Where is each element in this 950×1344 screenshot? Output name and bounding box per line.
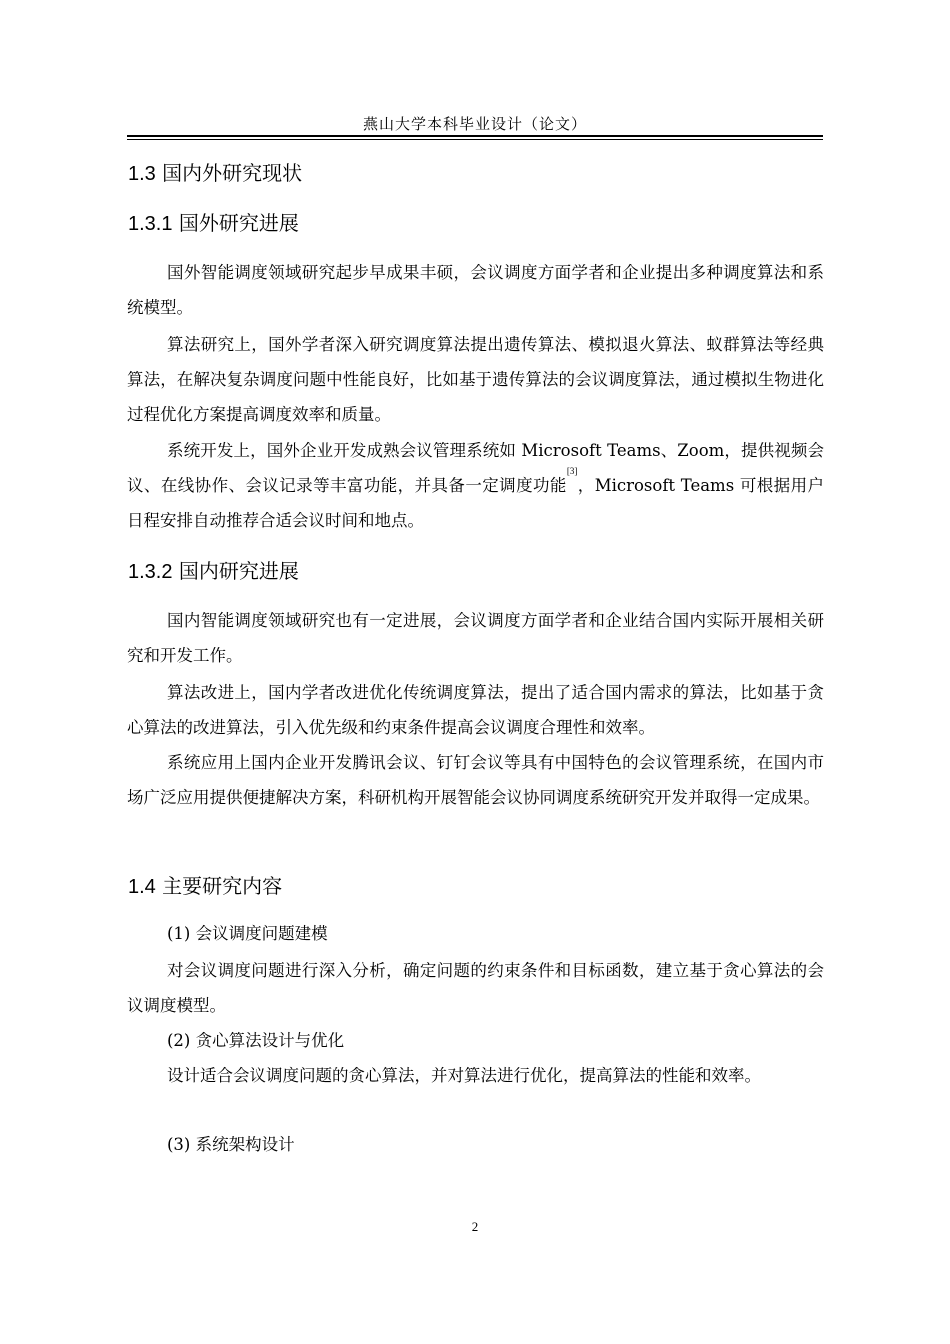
paragraph-text: 系统开发上，国外企业开发成熟会议管理系统如 Microsoft Teams、Zoom，提供视频会议、在线协作、会议记录等丰富功能，并具备一定调度功能 bbox=[127, 441, 824, 495]
paragraph: 国外智能调度领域研究起步早成果丰硕，会议调度方面学者和企业提出多种调度算法和系统模型。 bbox=[127, 263, 824, 317]
paragraph-text: ，Microsoft Teams 可根据用户日程安排自动推荐合适会议时间和地点。 bbox=[127, 476, 825, 530]
section-title: 主要研究内容 bbox=[162, 874, 283, 898]
section-number: 1.4 bbox=[128, 876, 156, 898]
paragraph: 算法改进上，国内学者改进优化传统调度算法，提出了适合国内需求的算法，比如基于贪心算法的改进算法，引入优先级和约束条件提高会议调度合理性和效率。 bbox=[127, 683, 824, 737]
paragraph: 国内智能调度领域研究也有一定进展，会议调度方面学者和企业结合国内实际开展相关研究和开发工作。 bbox=[127, 611, 824, 665]
citation-marker[interactable]: [3] bbox=[566, 466, 578, 476]
page-number: 2 bbox=[471, 1219, 479, 1234]
list-item-label: (1) 会议调度问题建模 bbox=[167, 924, 328, 943]
section-heading-1-3 bbox=[128, 160, 302, 187]
section-title: 国外研究进展 bbox=[178, 211, 299, 235]
subsection-heading-1-3-2 bbox=[128, 558, 299, 585]
list-item-label: (3) 系统架构设计 bbox=[167, 1135, 295, 1154]
subsection-heading-1-3-1 bbox=[128, 210, 299, 237]
section-title: 国内研究进展 bbox=[178, 559, 299, 583]
section-heading-1-4 bbox=[128, 873, 282, 900]
list-item-text: 对会议调度问题进行深入分析，确定问题的约束条件和目标函数，建立基于贪心算法的会议调度模型。 bbox=[127, 961, 824, 1015]
running-header: 燕山大学本科毕业设计（论文） bbox=[362, 115, 587, 133]
list-item-label: (2) 贪心算法设计与优化 bbox=[167, 1031, 345, 1050]
list-item-text: 设计适合会议调度问题的贪心算法，并对算法进行优化，提高算法的性能和效率。 bbox=[167, 1066, 761, 1085]
header-rule-thick bbox=[127, 135, 823, 137]
header-rule-thin bbox=[127, 139, 823, 140]
paragraph bbox=[127, 433, 824, 538]
section-number: 1.3 bbox=[128, 163, 156, 185]
paragraph: 系统应用上国内企业开发腾讯会议、钉钉会议等具有中国特色的会议管理系统，在国内市场广泛应用提供便捷解决方案，科研机构开展智能会议协同调度系统研究开发并取得一定成果。 bbox=[127, 753, 824, 807]
section-number: 1.3.2 bbox=[128, 561, 173, 583]
section-title: 国内外研究现状 bbox=[162, 161, 303, 185]
paragraph: 算法研究上，国外学者深入研究调度算法提出遗传算法、模拟退火算法、蚁群算法等经典算法，在解决复杂调度问题中性能良好，比如基于遗传算法的会议调度算法，通过模拟生物进化过程优化方案提高调度效率和质量。 bbox=[127, 335, 824, 424]
section-number: 1.3.1 bbox=[128, 213, 173, 235]
